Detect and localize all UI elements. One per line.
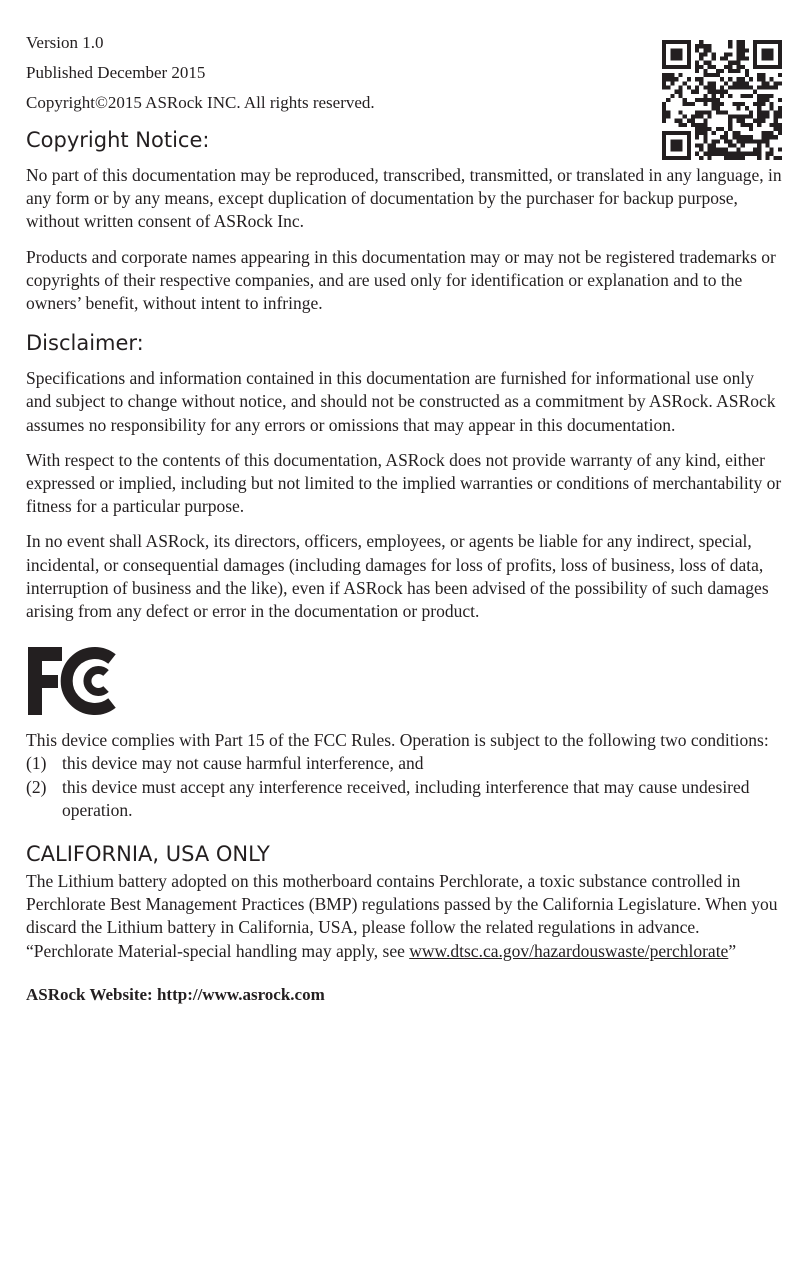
disclaimer-paragraph-2: With respect to the contents of this documentation, ASRock does not provide warranty of any kind, either expressed or implied, including but not limited to the implied warranties or conditions of merchantability or fitness for a particular purpose.	[26, 449, 782, 517]
asrock-website: ASRock Website: http://www.asrock.com	[26, 984, 325, 1004]
fcc-logo-icon	[26, 645, 782, 717]
copyright-paragraph-2: Products and corporate names appearing in this documentation may or may not be registered trademarks or copyrights of their respective companies, and are used only for identification or explanation and to the owners’ benefit, without intent to infringe.	[26, 246, 776, 314]
list-item	[26, 752, 782, 775]
document-page	[26, 28, 782, 1007]
perchlorate-quote	[26, 940, 782, 963]
published-line: Published December 2015	[26, 63, 206, 82]
disclaimer-paragraph-1: Specifications and information contained in this documentation are furnished for informational use only and subject to change without notice, and should not be constructed as a commitment by ASRock. ASRock assumes no responsibility for any errors or omissions that may appear in this documentation.	[26, 368, 776, 435]
fcc-conditions-list	[26, 752, 782, 822]
list-item	[26, 776, 782, 822]
copyright-line: Copyright©2015 ASRock INC. All rights reserved.	[26, 93, 375, 112]
condition-text: this device must accept any interference received, including interference that may cause undesired operation.	[62, 776, 750, 820]
dtsc-link[interactable]: www.dtsc.ca.gov/hazardouswaste/perchlorate	[409, 940, 729, 961]
condition-number: (2)	[26, 776, 47, 797]
disclaimer-heading: Disclaimer:	[26, 331, 144, 356]
fcc-intro: This device complies with Part 15 of the FCC Rules. Operation is subject to the following two conditions:	[26, 730, 769, 751]
california-heading: CALIFORNIA, USA ONLY	[26, 842, 270, 867]
disclaimer-paragraph-3: In no event shall ASRock, its directors, officers, employees, or agents be liable for any indirect, special, incidental, or consequential damages (including damages for loss of profits, loss of business, loss of data, interruption of business and the like), even if ASRock has been advised of the possibility of such damages arising from any defect or error in the documentation or product.	[26, 531, 769, 622]
copyright-paragraph-1: No part of this documentation may be reproduced, transcribed, transmitted, or translated in any language, in any form or by any means, except duplication of documentation by the purchaser for backup purpose, without written consent of ASRock Inc.	[26, 165, 782, 232]
quote-suffix: ”	[728, 940, 737, 961]
condition-text: this device may not cause harmful interference, and	[62, 753, 424, 774]
copyright-notice-heading: Copyright Notice:	[26, 128, 210, 152]
qr-code-icon	[662, 40, 782, 160]
version-line: Version 1.0	[26, 33, 104, 52]
quote-prefix: “Perchlorate Material-special handling may apply, see	[26, 940, 410, 961]
condition-number: (1)	[26, 753, 47, 774]
california-paragraph: The Lithium battery adopted on this motherboard contains Perchlorate, a toxic substance controlled in Perchlorate Best Management Practices (BMP) regulations passed by the California Legislature. When you discard the Lithium battery in California, USA, please follow the related regulations in advance.	[26, 871, 778, 938]
